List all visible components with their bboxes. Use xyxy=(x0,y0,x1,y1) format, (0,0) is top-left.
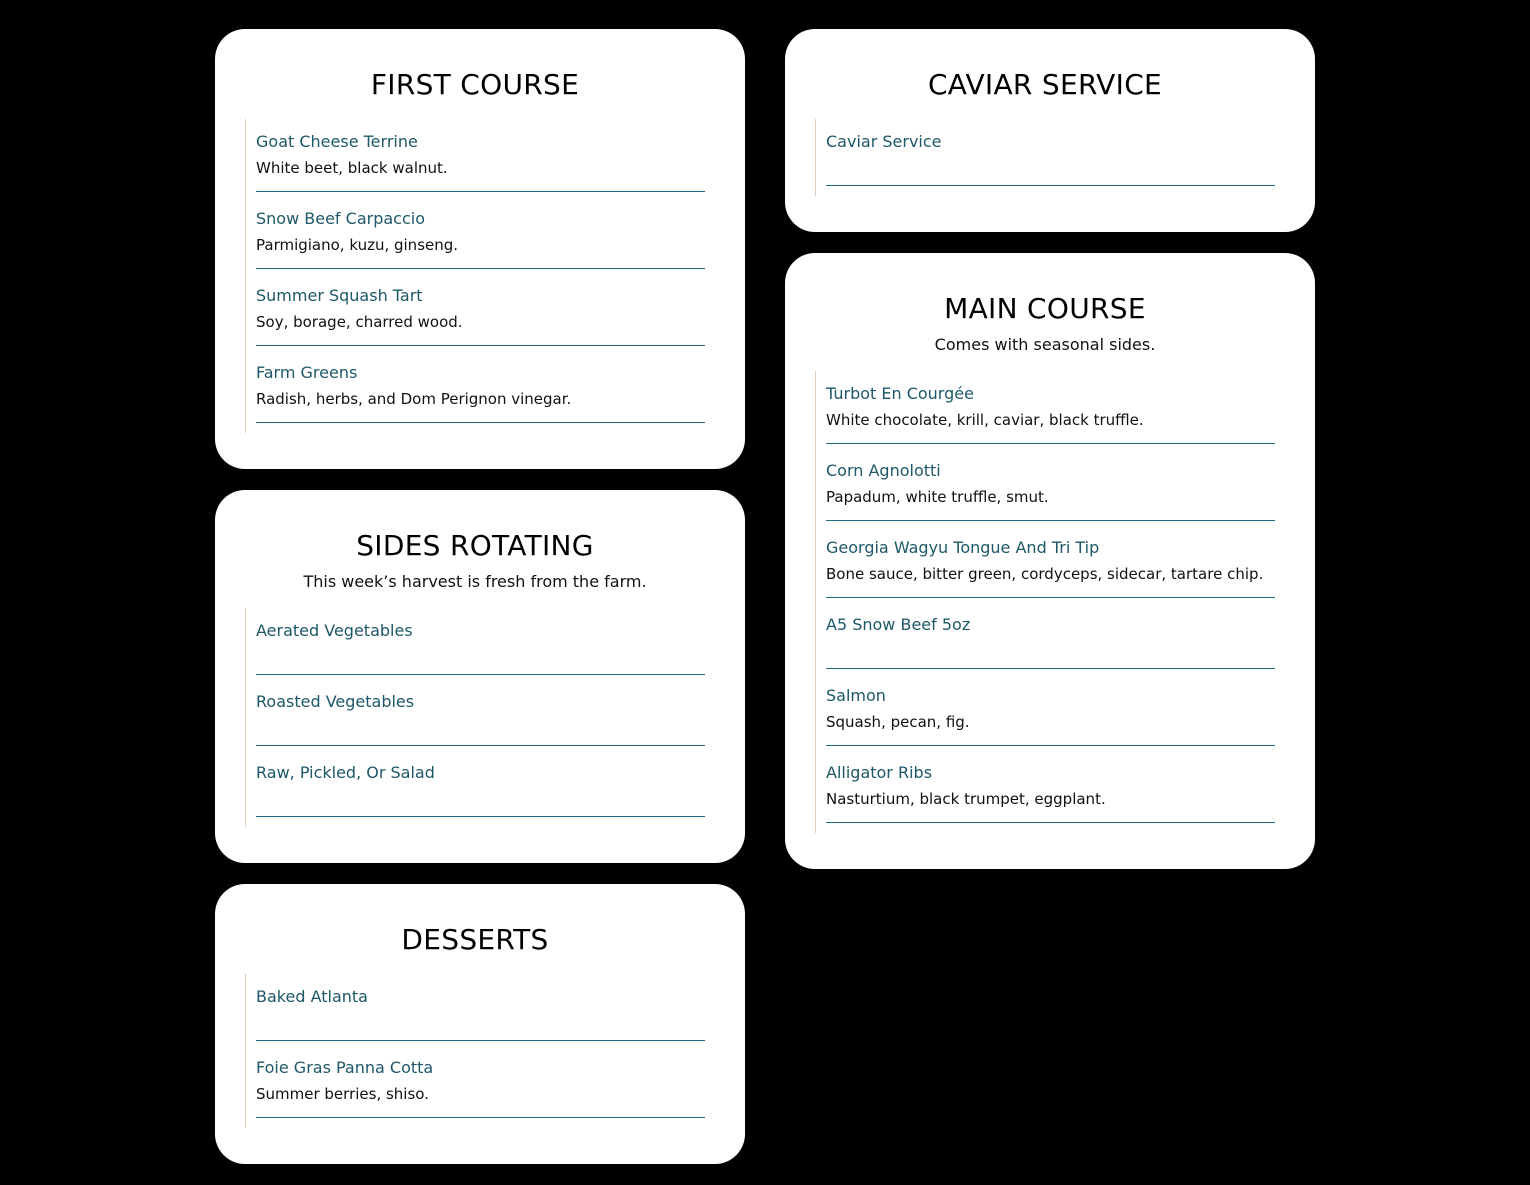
item-name[interactable]: Corn Agnolotti xyxy=(826,461,941,480)
item-name[interactable]: Baked Atlanta xyxy=(256,987,368,1006)
item-name[interactable]: Aerated Vegetables xyxy=(256,621,413,640)
item-name[interactable]: Farm Greens xyxy=(256,363,358,382)
caviar-service-card xyxy=(785,29,1315,232)
main-course-title: MAIN COURSE xyxy=(944,292,1146,325)
sides-rotating-title: SIDES ROTATING xyxy=(356,529,594,562)
item-description: Summer berries, shiso. xyxy=(256,1085,429,1103)
caviar-service-list xyxy=(815,119,1275,196)
caviar-service-title: CAVIAR SERVICE xyxy=(927,68,1163,101)
item-description: Squash, pecan, fig. xyxy=(826,713,970,731)
right-column xyxy=(785,29,1315,890)
item-name[interactable]: Snow Beef Carpaccio xyxy=(256,209,425,228)
menu-item[interactable] xyxy=(256,1055,705,1118)
sides-rotating-card xyxy=(215,490,745,863)
item-name[interactable]: Foie Gras Panna Cotta xyxy=(256,1058,434,1077)
item-name[interactable]: A5 Snow Beef 5oz xyxy=(826,615,971,634)
main-course-subtitle: Comes with seasonal sides. xyxy=(934,335,1156,354)
item-name[interactable]: Salmon xyxy=(826,686,886,705)
first-course-list xyxy=(245,119,705,433)
item-name[interactable]: Roasted Vegetables xyxy=(256,692,415,711)
item-description: Bone sauce, bitter green, cordyceps, sidecar, tartare chip. xyxy=(826,565,1264,583)
item-description xyxy=(826,638,1275,658)
item-description xyxy=(256,1010,705,1030)
menu-item[interactable] xyxy=(256,760,705,817)
menu-item[interactable] xyxy=(826,612,1275,669)
item-name[interactable]: Alligator Ribs xyxy=(826,763,933,782)
left-column xyxy=(215,29,745,1185)
item-description: Radish, herbs, and Dom Perignon vinegar. xyxy=(256,390,572,408)
desserts-list xyxy=(245,974,705,1128)
first-course-card xyxy=(215,29,745,469)
menu-item[interactable] xyxy=(826,760,1275,823)
item-description xyxy=(256,715,705,735)
desserts-title: DESSERTS xyxy=(401,923,549,956)
item-name[interactable]: Goat Cheese Terrine xyxy=(256,132,418,151)
item-name[interactable]: Georgia Wagyu Tongue And Tri Tip xyxy=(826,538,1100,557)
sides-rotating-subtitle: This week’s harvest is fresh from the farm. xyxy=(303,572,647,591)
menu-item[interactable] xyxy=(826,129,1275,186)
item-description: White beet, black walnut. xyxy=(256,159,448,177)
item-description xyxy=(826,155,1275,175)
first-course-title: FIRST COURSE xyxy=(370,68,580,101)
menu-item[interactable] xyxy=(256,360,705,423)
item-description: White chocolate, krill, caviar, black truffle. xyxy=(826,411,1144,429)
menu-item[interactable] xyxy=(256,206,705,269)
item-description: Soy, borage, charred wood. xyxy=(256,313,463,331)
menu-item[interactable] xyxy=(256,689,705,746)
menu-item[interactable] xyxy=(256,984,705,1041)
item-description xyxy=(256,786,705,806)
desserts-card xyxy=(215,884,745,1164)
sides-rotating-list xyxy=(245,608,705,827)
item-name[interactable]: Raw, Pickled, Or Salad xyxy=(256,763,435,782)
item-description: Papadum, white truffle, smut. xyxy=(826,488,1049,506)
menu-item[interactable] xyxy=(826,381,1275,444)
menu-item[interactable] xyxy=(256,618,705,675)
main-course-list xyxy=(815,371,1275,833)
main-course-card xyxy=(785,253,1315,869)
item-name[interactable]: Turbot En Courgée xyxy=(826,384,974,403)
menu-item[interactable] xyxy=(826,535,1275,598)
menu-item[interactable] xyxy=(826,458,1275,521)
item-description xyxy=(256,644,705,664)
menu-item[interactable] xyxy=(256,283,705,346)
item-description: Nasturtium, black trumpet, eggplant. xyxy=(826,790,1106,808)
item-name[interactable]: Summer Squash Tart xyxy=(256,286,423,305)
menu-item[interactable] xyxy=(256,129,705,192)
item-name[interactable]: Caviar Service xyxy=(826,132,942,151)
menu-item[interactable] xyxy=(826,683,1275,746)
item-description: Parmigiano, kuzu, ginseng. xyxy=(256,236,459,254)
